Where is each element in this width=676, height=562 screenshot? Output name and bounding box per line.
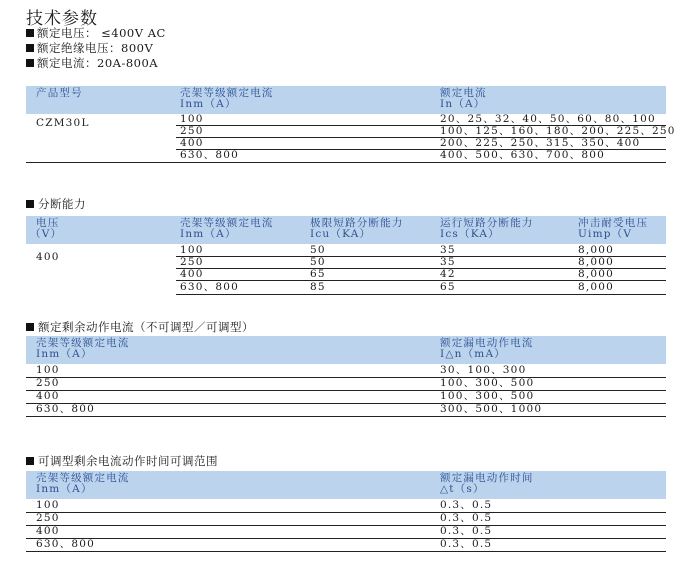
bullet-square-icon bbox=[26, 457, 34, 465]
t2-row-uimp: 8,000 bbox=[578, 268, 615, 280]
t3-h-value-l2: I△n（mA） bbox=[440, 348, 506, 360]
t3-divider bbox=[26, 403, 666, 404]
t3-divider bbox=[26, 377, 666, 378]
t2-h-uimp-l2: Uimp（V bbox=[578, 228, 633, 240]
t1-row-in: 400、500、630、700、800 bbox=[440, 149, 606, 161]
t1-h-inm-l2: Inm（A） bbox=[180, 98, 237, 110]
t1-row-in: 100、125、160、180、200、225、250 bbox=[440, 125, 676, 137]
section4-title: 可调型剩余电流动作时间可调范围 bbox=[26, 453, 218, 469]
t1-h-inm-l1: 壳架等级额定电流 bbox=[180, 87, 274, 99]
t1-row-in: 200、225、250、315、350、400 bbox=[440, 137, 641, 149]
t4-row-inm: 400 bbox=[36, 525, 60, 537]
spec-rated-current: 额定电流：20A-800A bbox=[26, 55, 158, 71]
t2-bottom-rule bbox=[176, 294, 666, 295]
t2-h-ics-l1: 运行短路分断能力 bbox=[440, 217, 534, 229]
t2-h-ics-l2: Ics（KA） bbox=[440, 228, 500, 240]
bullet-square-icon bbox=[26, 59, 34, 67]
t2-row-icu: 50 bbox=[310, 244, 326, 256]
bullet-square-icon bbox=[26, 29, 34, 37]
t4-h-inm-l1: 壳架等级额定电流 bbox=[36, 472, 130, 484]
t2-row-uimp: 8,000 bbox=[578, 281, 615, 293]
t3-row-value: 300、500、1000 bbox=[440, 403, 543, 415]
t2-row-inm: 250 bbox=[180, 256, 204, 268]
t4-h-value-l2: △t（s） bbox=[440, 483, 485, 495]
t1-h-in-l2: In（A） bbox=[440, 98, 486, 110]
t1-bottom-rule bbox=[26, 162, 666, 163]
t2-h-inm-l2: Inm（A） bbox=[180, 228, 237, 240]
t4-row-value: 0.3、0.5 bbox=[440, 499, 493, 511]
t4-h-value-l1: 额定漏电动作时间 bbox=[440, 472, 534, 484]
t4-divider bbox=[26, 512, 666, 513]
t2-row-icu: 85 bbox=[310, 281, 326, 293]
t2-row-ics: 35 bbox=[440, 244, 456, 256]
t3-row-inm: 100 bbox=[36, 364, 60, 376]
t2-row-icu: 65 bbox=[310, 268, 326, 280]
t3-row-inm: 630、800 bbox=[36, 403, 95, 415]
t3-h-inm-l2: Inm（A） bbox=[36, 348, 93, 360]
t1-row-inm: 100 bbox=[180, 113, 204, 125]
t4-row-value: 0.3、0.5 bbox=[440, 512, 493, 524]
t4-divider bbox=[26, 538, 666, 539]
t2-h-icu-l2: Icu（KA） bbox=[310, 228, 372, 240]
t2-voltage-cell: 400 bbox=[36, 251, 60, 263]
t2-row-icu: 50 bbox=[310, 256, 326, 268]
t4-divider bbox=[26, 525, 666, 526]
page-title: 技术参数 bbox=[26, 9, 98, 29]
t1-row-inm: 250 bbox=[180, 125, 204, 137]
t2-h-inm-l1: 壳架等级额定电流 bbox=[180, 217, 274, 229]
t3-row-value: 100、300、500 bbox=[440, 377, 535, 389]
section2-title: 分断能力 bbox=[26, 196, 86, 212]
table1-header bbox=[26, 86, 666, 114]
t3-divider bbox=[26, 390, 666, 391]
t2-row-ics: 42 bbox=[440, 268, 456, 280]
t2-row-uimp: 8,000 bbox=[578, 256, 615, 268]
t1-row-inm: 400 bbox=[180, 137, 204, 149]
t3-h-inm-l1: 壳架等级额定电流 bbox=[36, 337, 130, 349]
t1-row-in: 20、25、32、40、50、60、80、100 bbox=[440, 113, 656, 125]
t1-model-cell: CZM30L bbox=[36, 117, 90, 129]
spec-rated-voltage: 额定电压： ≤400V AC bbox=[26, 25, 166, 41]
section3-title: 额定剩余动作电流（不可调型／可调型） bbox=[26, 319, 254, 335]
t2-h-voltage-l2: （V） bbox=[30, 228, 63, 240]
bullet-square-icon bbox=[26, 200, 34, 208]
t3-h-value-l1: 额定漏电动作电流 bbox=[440, 337, 534, 349]
t4-row-inm: 100 bbox=[36, 499, 60, 511]
t3-row-value: 30、100、300 bbox=[440, 364, 527, 376]
t1-row-inm: 630、800 bbox=[180, 149, 239, 161]
bullet-square-icon bbox=[26, 323, 34, 331]
t2-row-ics: 65 bbox=[440, 281, 456, 293]
t2-row-inm: 100 bbox=[180, 244, 204, 256]
t4-h-inm-l2: Inm（A） bbox=[36, 483, 93, 495]
t4-row-value: 0.3、0.5 bbox=[440, 538, 493, 550]
t3-row-value: 100、300、500 bbox=[440, 390, 535, 402]
t4-bottom-rule bbox=[26, 551, 666, 552]
t4-row-inm: 630、800 bbox=[36, 538, 95, 550]
t4-row-inm: 250 bbox=[36, 512, 60, 524]
t3-row-inm: 250 bbox=[36, 377, 60, 389]
t2-row-inm: 630、800 bbox=[180, 281, 239, 293]
t2-row-inm: 400 bbox=[180, 268, 204, 280]
t1-h-model: 产品型号 bbox=[36, 87, 83, 99]
t3-bottom-rule bbox=[26, 416, 666, 417]
t2-row-uimp: 8,000 bbox=[578, 244, 615, 256]
t2-h-icu-l1: 极限短路分断能力 bbox=[310, 217, 404, 229]
t1-h-in-l1: 额定电流 bbox=[440, 87, 487, 99]
spec-rated-insulation-voltage: 额定绝缘电压：800V bbox=[26, 40, 153, 56]
t3-row-inm: 400 bbox=[36, 390, 60, 402]
t2-h-uimp-l1: 冲击耐受电压 bbox=[578, 217, 649, 229]
bullet-square-icon bbox=[26, 44, 34, 52]
t2-h-voltage-l1: 电压 bbox=[36, 217, 60, 229]
t2-row-ics: 35 bbox=[440, 256, 456, 268]
t4-row-value: 0.3、0.5 bbox=[440, 525, 493, 537]
